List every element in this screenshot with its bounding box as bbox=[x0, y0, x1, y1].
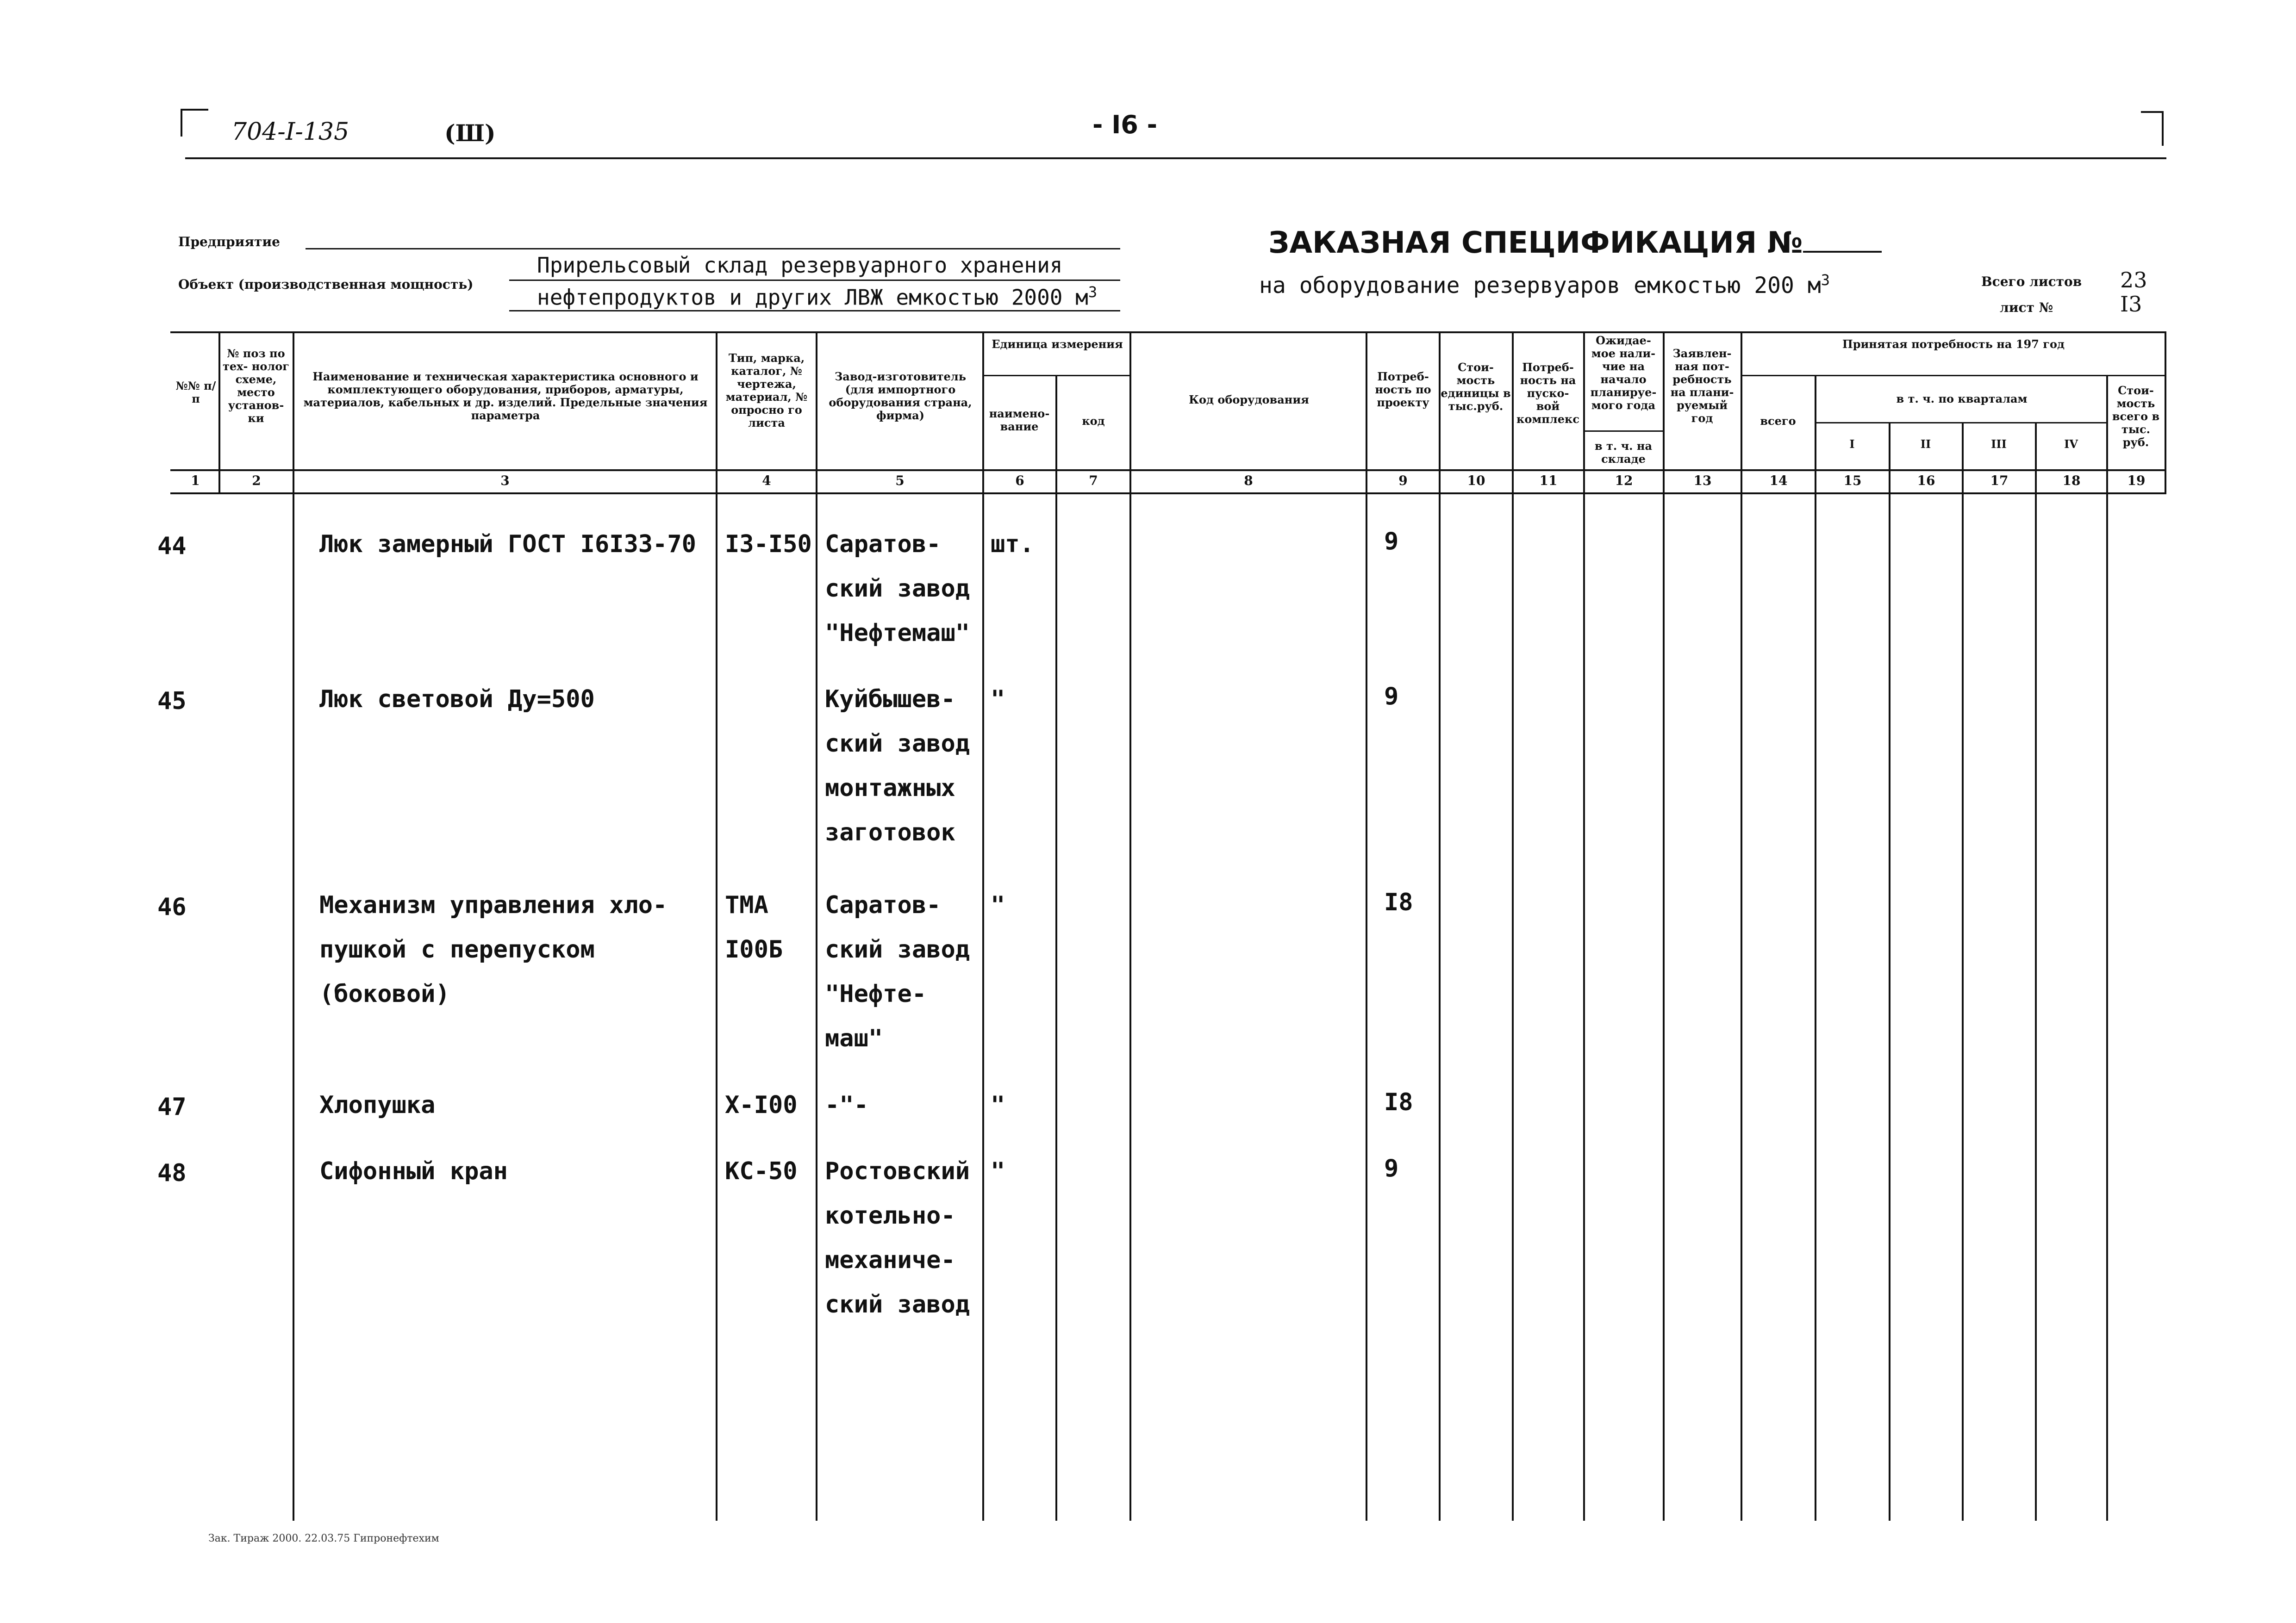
object-line-2 bbox=[537, 283, 1097, 310]
column-number: 2 bbox=[252, 473, 261, 488]
column-number: 19 bbox=[2127, 473, 2146, 488]
col-line-6 bbox=[1129, 331, 1131, 1521]
item-quantity: 9 bbox=[1384, 528, 1399, 555]
item-manufacturer: ский завод bbox=[825, 575, 970, 603]
hdr-quarters-group: в т. ч. по кварталам bbox=[1896, 392, 2028, 405]
item-manufacturer: -"- bbox=[825, 1091, 868, 1119]
hdr-c11: Потреб- ность на пуско- вой комплекс bbox=[1516, 361, 1579, 426]
column-number: 10 bbox=[1467, 473, 1485, 488]
col-line-5 bbox=[1055, 375, 1057, 1521]
col-line-16 bbox=[2035, 422, 2037, 1521]
page-number: - I6 - bbox=[1092, 110, 1158, 139]
column-number: 14 bbox=[1769, 473, 1788, 488]
col-line-10 bbox=[1583, 331, 1585, 1521]
hdr-c2: № поз по тех- нолог схеме, место установ- ки bbox=[223, 347, 289, 425]
column-number: 1 bbox=[191, 473, 200, 488]
col-line-3 bbox=[816, 331, 817, 1521]
object-line-2-text: нефтепродуктов и других ЛВЖ емкостью 2000 м bbox=[537, 285, 1088, 310]
item-manufacturer: ский завод bbox=[825, 936, 970, 964]
hdr-c4: Тип, марка, каталог, № чертежа, материал, № опросно го листа bbox=[725, 351, 808, 429]
hdr-c17: III bbox=[1991, 437, 2007, 451]
row-number: 45 bbox=[157, 687, 187, 715]
column-number: 7 bbox=[1089, 473, 1098, 488]
corner-mark-right-top bbox=[2141, 111, 2163, 113]
item-unit: шт. bbox=[991, 530, 1034, 558]
hdr-c14: всего bbox=[1760, 414, 1796, 428]
item-type: КС-50 bbox=[725, 1157, 798, 1185]
hdr-c5: Завод-изготовитель (для импортного оборудования страна, фирма) bbox=[829, 370, 972, 422]
corner-mark-left-top bbox=[181, 109, 208, 111]
hdr-c7: код bbox=[1082, 414, 1105, 428]
column-number: 17 bbox=[1990, 473, 2009, 488]
doc-code: 704-I-135 bbox=[231, 118, 349, 146]
spec-subtitle-sup: 3 bbox=[1821, 271, 1830, 289]
col-line-17 bbox=[2106, 375, 2108, 1521]
item-name: Хлопушка bbox=[319, 1091, 436, 1119]
hdr-c10: Стои- мость единицы в тыс.руб. bbox=[1441, 361, 1511, 413]
hdr-c16: II bbox=[1920, 437, 1931, 451]
item-manufacturer: "Нефте- bbox=[825, 980, 927, 1008]
item-type: Х-I00 bbox=[725, 1091, 798, 1119]
sheet-label: лист № bbox=[2000, 300, 2053, 315]
accepted-group-rule bbox=[1741, 375, 2166, 376]
col-line-right bbox=[2165, 331, 2166, 493]
col-line-1 bbox=[293, 331, 294, 1521]
hdr-c15: I bbox=[1849, 437, 1855, 451]
item-name: Механизм управления хло- bbox=[319, 891, 668, 919]
col-line-9 bbox=[1512, 331, 1514, 1521]
column-number: 8 bbox=[1244, 473, 1253, 488]
spec-title bbox=[1268, 226, 1882, 260]
print-footer: Зак. Тираж 2000. 22.03.75 Гипронефтехим bbox=[208, 1533, 439, 1544]
column-number: 12 bbox=[1615, 473, 1633, 488]
header-bottom-rule bbox=[170, 469, 2166, 471]
column-number: 13 bbox=[1693, 473, 1712, 488]
spec-subtitle-text: на оборудование резервуаров емкостью 200 м bbox=[1259, 273, 1821, 298]
item-name: (боковой) bbox=[319, 980, 450, 1008]
item-manufacturer: заготовок bbox=[825, 819, 955, 846]
stock-split-rule bbox=[1583, 430, 1663, 432]
item-manufacturer: ский завод bbox=[825, 730, 970, 758]
col-line-12 bbox=[1741, 331, 1742, 1521]
hdr-c3: Наименование и техническая характеристика основного и комплектующего оборудования, приборов, арматуры, материалов, кабельных и др. изделий. Предельные значения параметра bbox=[303, 370, 708, 422]
item-manufacturer: маш" bbox=[825, 1025, 883, 1052]
item-quantity: 9 bbox=[1384, 683, 1399, 710]
enterprise-label: Предприятие bbox=[178, 234, 280, 249]
row-number: 44 bbox=[157, 532, 187, 560]
column-number: 4 bbox=[762, 473, 771, 488]
sheet-value: I3 bbox=[2120, 292, 2142, 317]
column-number: 3 bbox=[500, 473, 510, 488]
table-top-rule bbox=[170, 331, 2166, 333]
hdr-c1: №№ п/п bbox=[175, 379, 216, 405]
spec-title-text: ЗАКАЗНАЯ СПЕЦИФИКАЦИЯ № bbox=[1268, 226, 1803, 260]
hdr-c9: Потреб- ность по проекту bbox=[1375, 370, 1431, 409]
item-unit: " bbox=[991, 1091, 1005, 1119]
hdr-c13: Заявлен- ная пот- ребность на плани- руемый год bbox=[1670, 347, 1734, 425]
col-line-8 bbox=[1439, 331, 1441, 1521]
part-mark: (Ш) bbox=[444, 119, 496, 147]
corner-mark-left bbox=[181, 109, 182, 137]
col-line-14 bbox=[1889, 422, 1890, 1521]
item-type: I3-I50 bbox=[725, 530, 812, 558]
hdr-c19: Стои- мость всего в тыс. руб. bbox=[2112, 384, 2160, 449]
column-number: 5 bbox=[895, 473, 905, 488]
column-number: 6 bbox=[1015, 473, 1024, 488]
item-type: I00Б bbox=[725, 936, 783, 964]
col-line-15 bbox=[1962, 422, 1964, 1521]
item-quantity: 9 bbox=[1384, 1155, 1399, 1182]
hdr-c6: наимено- вание bbox=[989, 407, 1050, 433]
item-name: Люк замерный ГОСТ I6I33-70 bbox=[319, 530, 696, 558]
column-number: 11 bbox=[1539, 473, 1558, 488]
column-number: 15 bbox=[1843, 473, 1862, 488]
item-name: Люк световой Ду=500 bbox=[319, 685, 595, 713]
item-type: ТМА bbox=[725, 891, 768, 919]
column-number: 9 bbox=[1398, 473, 1408, 488]
hdr-accepted-group: Принятая потребность на 197 год bbox=[1842, 337, 2065, 351]
column-number: 18 bbox=[2062, 473, 2081, 488]
col-line-4 bbox=[982, 331, 984, 1521]
colnum-bottom-rule bbox=[170, 492, 2166, 494]
item-manufacturer: монтажных bbox=[825, 774, 955, 802]
hdr-c12-top: Ожидае- мое нали- чие на начало планируе- мого года bbox=[1590, 334, 1657, 412]
item-manufacturer: Саратов- bbox=[825, 530, 941, 558]
item-manufacturer: ский завод bbox=[825, 1291, 970, 1318]
object-sup: 3 bbox=[1088, 283, 1098, 301]
row-number: 46 bbox=[157, 893, 187, 921]
object-line-1: Прирельсовый склад резервуарного хранения bbox=[537, 253, 1063, 278]
corner-mark-right bbox=[2162, 111, 2164, 146]
total-sheets-label: Всего листов bbox=[1981, 274, 2082, 289]
hdr-c8: Код оборудования bbox=[1189, 393, 1309, 406]
item-unit: " bbox=[991, 891, 1005, 919]
row-number: 47 bbox=[157, 1093, 187, 1121]
col-line-11 bbox=[1663, 331, 1665, 1521]
item-unit: " bbox=[991, 685, 1005, 713]
object-underline-2 bbox=[509, 310, 1120, 311]
col-line-13 bbox=[1815, 375, 1816, 1521]
item-manufacturer: механиче- bbox=[825, 1246, 955, 1274]
item-manufacturer: "Нефтемаш" bbox=[825, 619, 970, 647]
item-unit: " bbox=[991, 1157, 1005, 1185]
hdr-c12-bot: в т. ч. на складе bbox=[1594, 439, 1652, 466]
item-manufacturer: котельно- bbox=[825, 1202, 955, 1230]
spec-number-blank bbox=[1803, 251, 1882, 253]
item-name: Сифонный кран bbox=[319, 1157, 508, 1185]
total-sheets-value: 23 bbox=[2120, 267, 2147, 292]
col-line-2 bbox=[716, 331, 718, 1521]
col-line-7 bbox=[1366, 331, 1367, 1521]
hdr-unit-group: Единица измерения bbox=[992, 337, 1123, 351]
item-manufacturer: Ростовский bbox=[825, 1157, 970, 1185]
item-manufacturer: Саратов- bbox=[825, 891, 941, 919]
header-rule bbox=[185, 157, 2166, 159]
quarters-group-rule bbox=[1815, 422, 2106, 423]
row-number: 48 bbox=[157, 1159, 187, 1187]
col-line-0 bbox=[218, 331, 220, 493]
spec-subtitle bbox=[1259, 271, 1830, 298]
column-number: 16 bbox=[1917, 473, 1935, 488]
enterprise-line bbox=[306, 248, 1120, 249]
item-manufacturer: Куйбышев- bbox=[825, 685, 955, 713]
object-label: Объект (производственная мощность) bbox=[178, 277, 474, 292]
item-name: пушкой с перепуском bbox=[319, 936, 595, 964]
item-quantity: I8 bbox=[1384, 889, 1413, 916]
object-underline-1 bbox=[509, 280, 1120, 281]
hdr-c18: IV bbox=[2064, 437, 2078, 451]
item-quantity: I8 bbox=[1384, 1088, 1413, 1116]
